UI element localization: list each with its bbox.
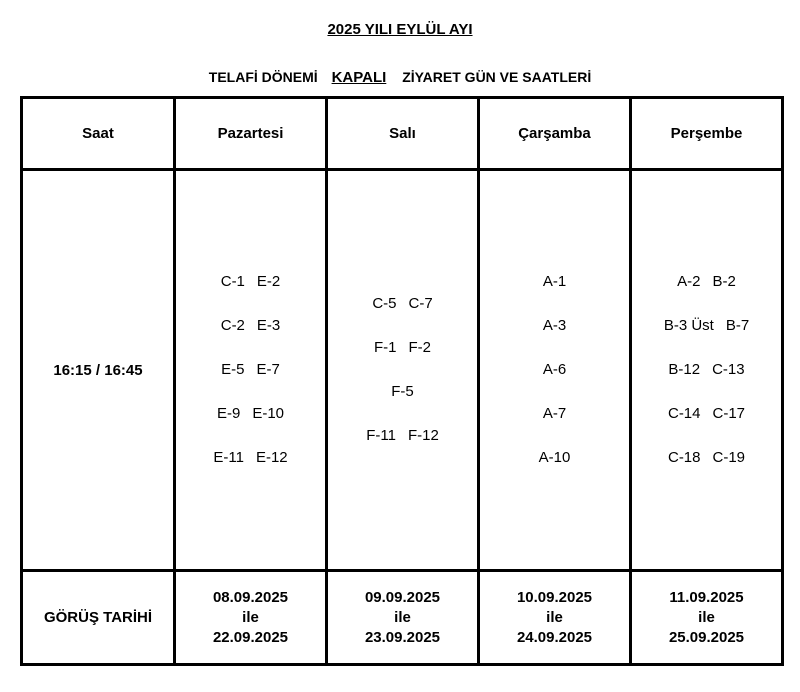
group-line [537, 403, 572, 425]
group-code: B-3 Üst [663, 317, 714, 334]
column-header-monday: Pazartesi [175, 98, 327, 170]
group-code: A-7 [542, 405, 567, 422]
group-code: F-2 [408, 339, 431, 356]
group-line [368, 337, 437, 359]
date-start: 11.09.2025 [669, 588, 744, 606]
day-groups-cell [479, 170, 631, 571]
table-header-row [22, 98, 783, 170]
visit-schedule-table [20, 96, 784, 666]
group-code: C-18 [667, 449, 701, 466]
group-line [366, 293, 438, 315]
group-code: C-19 [712, 449, 746, 466]
group-code: E-11 [213, 449, 244, 466]
page-subtitle [0, 68, 800, 87]
date-start: 10.09.2025 [516, 588, 593, 606]
time-slot: 16:15 / 16:45 [22, 170, 175, 571]
group-line [658, 315, 755, 337]
group-code: B-2 [712, 273, 736, 290]
date-start: 08.09.2025 [212, 588, 289, 606]
column-header-tuesday: Salı [327, 98, 479, 170]
group-line [215, 315, 287, 337]
group-line [662, 359, 750, 381]
group-code: B-7 [725, 317, 750, 334]
group-code: C-2 [220, 317, 245, 334]
group-code: C-13 [712, 361, 745, 378]
visit-date-label: GÖRÜŞ TARİHİ [22, 571, 175, 665]
group-code: E-7 [256, 361, 280, 378]
group-line [671, 271, 742, 293]
group-line [215, 359, 286, 381]
visit-date-cell [175, 571, 327, 665]
date-end: 25.09.2025 [668, 628, 745, 646]
group-code: E-2 [256, 273, 281, 290]
group-code: A-6 [542, 361, 567, 378]
date-end: 24.09.2025 [516, 628, 593, 646]
group-code: C-5 [372, 295, 397, 312]
group-code: F-11 [366, 427, 396, 444]
group-code: A-3 [542, 317, 567, 334]
group-code: F-1 [374, 339, 397, 356]
group-code: C-1 [220, 273, 245, 290]
group-list [328, 282, 477, 458]
visit-date-cell [631, 571, 783, 665]
day-groups-cell [175, 170, 327, 571]
group-code: C-7 [408, 295, 433, 312]
date-end: 23.09.2025 [364, 628, 441, 646]
date-connector: ile [394, 608, 411, 626]
column-header-time: Saat [22, 98, 175, 170]
day-groups-cell [327, 170, 479, 571]
group-list [176, 260, 325, 480]
group-list [480, 260, 629, 480]
group-line [360, 425, 445, 447]
group-line [533, 447, 577, 469]
date-connector: ile [698, 608, 715, 626]
subtitle-highlight: KAPALI [331, 69, 387, 86]
group-code: E-3 [256, 317, 281, 334]
group-line [662, 447, 751, 469]
group-code: F-5 [391, 383, 414, 400]
group-line [207, 447, 293, 469]
date-connector: ile [546, 608, 563, 626]
group-code: F-12 [407, 427, 439, 444]
group-code: C-14 [667, 405, 701, 422]
subtitle-suffix: ZİYARET GÜN VE SAATLERİ [402, 69, 592, 85]
group-line [662, 403, 751, 425]
group-line [211, 403, 290, 425]
subtitle-prefix: TELAFİ DÖNEMİ [208, 69, 318, 85]
group-code: A-2 [677, 273, 701, 290]
column-header-thursday: Perşembe [631, 98, 783, 170]
group-line [537, 315, 572, 337]
group-code: E-10 [252, 405, 285, 422]
group-line [537, 359, 572, 381]
day-groups-cell [631, 170, 783, 571]
group-code: A-1 [542, 273, 567, 290]
date-end: 22.09.2025 [212, 628, 289, 646]
group-line [385, 381, 420, 403]
page-title-text: 2025 YILI EYLÜL AYI [327, 21, 473, 38]
group-code: E-9 [216, 405, 241, 422]
group-code: B-12 [668, 361, 701, 378]
group-line [537, 271, 572, 293]
date-connector: ile [242, 608, 259, 626]
group-code: E-12 [255, 449, 288, 466]
group-list [632, 260, 781, 480]
visit-date-row [22, 571, 783, 665]
visit-date-cell [327, 571, 479, 665]
page-title [0, 20, 800, 40]
date-start: 09.09.2025 [364, 588, 441, 606]
schedule-row [22, 170, 783, 571]
group-code: A-10 [538, 449, 571, 466]
group-line [215, 271, 287, 293]
column-header-wednesday: Çarşamba [479, 98, 631, 170]
group-code: C-17 [712, 405, 746, 422]
visit-date-cell [479, 571, 631, 665]
group-code: E-5 [221, 361, 245, 378]
